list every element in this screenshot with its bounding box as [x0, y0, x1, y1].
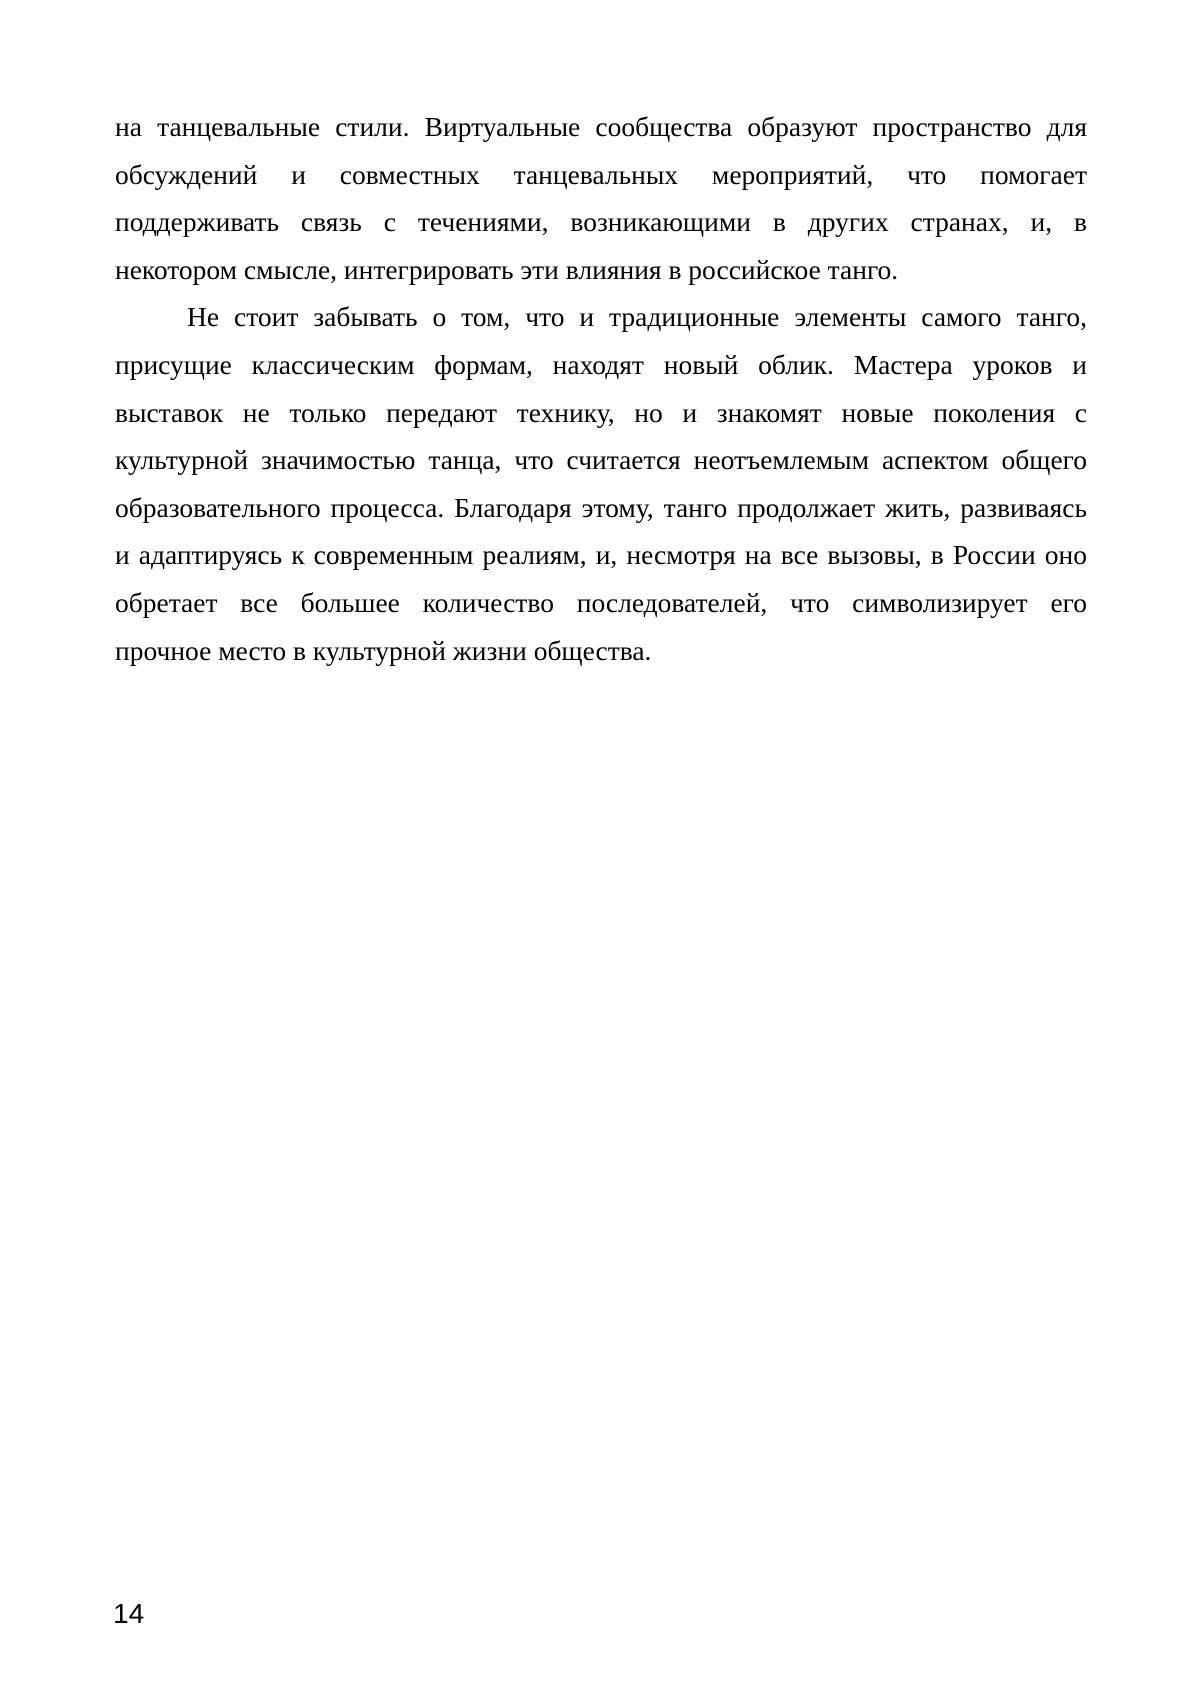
text-line: некотором смысле, интегрировать эти влияния в российское танго. [115, 253, 899, 285]
text-line: выставок не только передают технику, но и знакомят новые поколения с [115, 396, 1087, 428]
text-line: прочное место в культурной жизни общества. [115, 634, 652, 666]
text-line: присущие классическим формам, находят новый облик. Мастера уроков и [115, 348, 1087, 380]
body-text [115, 103, 1087, 674]
text-line: обсуждений и совместных танцевальных мероприятий, что помогает [115, 158, 1087, 190]
text-line: Не стоит забывать о том, что и традиционные элементы самого танго, [187, 301, 1087, 333]
text-line: на танцевальные стили. Виртуальные сообщества образуют пространство для [115, 111, 1087, 142]
text-line: и адаптируясь к современным реалиям, и, несмотря на все вызовы, в России оно [115, 539, 1087, 571]
text-line: культурной значимостью танца, что считается неотъемлемым аспектом общего [115, 444, 1087, 476]
text-line: обретает все большее количество последователей, что символизирует его [115, 586, 1087, 618]
page-number: 14 [113, 1598, 145, 1629]
text-line: поддерживать связь с течениями, возникающими в других странах, и, в [115, 206, 1087, 238]
text-line: образовательного процесса. Благодаря этому, танго продолжает жить, развиваясь [115, 491, 1087, 523]
